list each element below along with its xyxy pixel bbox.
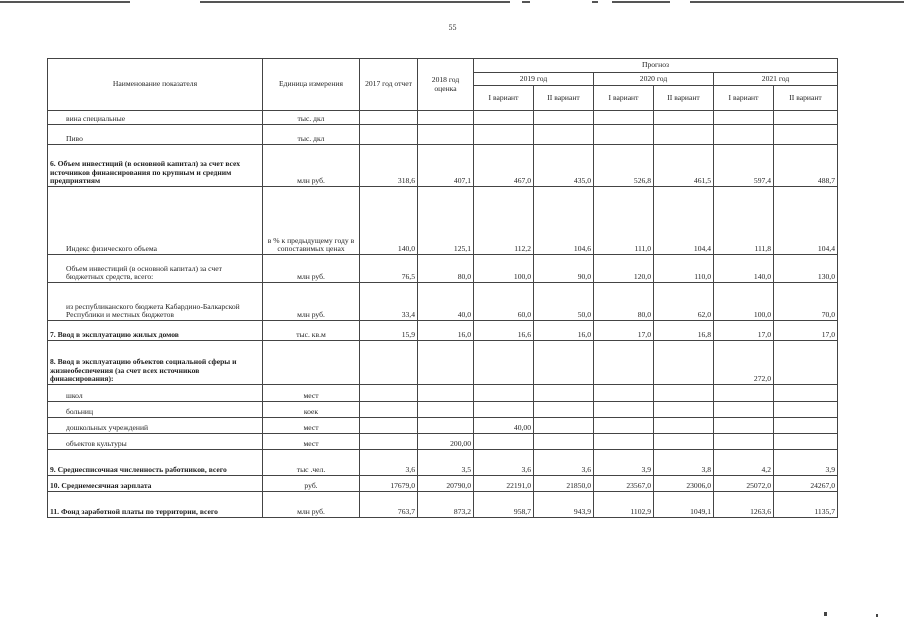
header-year-2021: 2021 год: [714, 73, 838, 86]
row-unit: млн руб.: [263, 283, 360, 321]
value-cell: [654, 418, 714, 434]
value-cell: 1135,7: [774, 492, 838, 518]
value-cell: 16,0: [534, 321, 594, 341]
value-cell: 50,0: [534, 283, 594, 321]
row-unit: руб.: [263, 476, 360, 492]
value-cell: [474, 341, 534, 385]
value-cell: [474, 385, 534, 402]
value-cell: [418, 341, 474, 385]
table-row: [48, 385, 838, 402]
table-row: [48, 434, 838, 450]
row-name: Пиво: [48, 125, 263, 145]
value-cell: 25072,0: [714, 476, 774, 492]
value-cell: 16,0: [418, 321, 474, 341]
value-cell: [534, 402, 594, 418]
value-cell: [534, 385, 594, 402]
row-name: 10. Среднемесячная зарплата: [48, 476, 263, 492]
value-cell: 120,0: [594, 255, 654, 283]
table-row: [48, 418, 838, 434]
value-cell: 112,2: [474, 187, 534, 255]
value-cell: [534, 418, 594, 434]
value-cell: 1049,1: [654, 492, 714, 518]
row-unit: тыс. кв.м: [263, 321, 360, 341]
row-name: дошкольных учреждений: [48, 418, 263, 434]
table-row: [48, 145, 838, 187]
value-cell: [654, 111, 714, 125]
value-cell: 20790,0: [418, 476, 474, 492]
value-cell: 16,6: [474, 321, 534, 341]
value-cell: 100,0: [714, 283, 774, 321]
header-forecast: Прогноз: [474, 59, 838, 73]
row-name: вина специальные: [48, 111, 263, 125]
header-variant: II вариант: [774, 86, 838, 111]
value-cell: [654, 434, 714, 450]
header-variant: I вариант: [594, 86, 654, 111]
table-row: [48, 255, 838, 283]
row-name: объектов культуры: [48, 434, 263, 450]
value-cell: 272,0: [714, 341, 774, 385]
value-cell: [360, 125, 418, 145]
value-cell: 318,6: [360, 145, 418, 187]
row-unit: в % к предыдущему году в сопоставимых ценах: [263, 187, 360, 255]
value-cell: 140,0: [714, 255, 774, 283]
value-cell: [714, 111, 774, 125]
value-cell: 24267,0: [774, 476, 838, 492]
value-cell: [360, 111, 418, 125]
value-cell: [714, 434, 774, 450]
value-cell: 3,9: [594, 450, 654, 476]
header-variant: I вариант: [474, 86, 534, 111]
value-cell: 23567,0: [594, 476, 654, 492]
value-cell: 16,8: [654, 321, 714, 341]
value-cell: 526,8: [594, 145, 654, 187]
value-cell: 22191,0: [474, 476, 534, 492]
value-cell: 17,0: [594, 321, 654, 341]
table-row: [48, 341, 838, 385]
value-cell: 33,4: [360, 283, 418, 321]
value-cell: 125,1: [418, 187, 474, 255]
row-name: больниц: [48, 402, 263, 418]
row-name: 9. Среднесписочная численность работников, всего: [48, 450, 263, 476]
value-cell: [774, 418, 838, 434]
value-cell: 111,8: [714, 187, 774, 255]
value-cell: 597,4: [714, 145, 774, 187]
value-cell: [774, 434, 838, 450]
row-unit: мест: [263, 418, 360, 434]
value-cell: [418, 125, 474, 145]
value-cell: [534, 434, 594, 450]
value-cell: [774, 111, 838, 125]
row-name: 6. Объем инвестиций (в основной капитал) за счет всех источников финансирования по крупным и средним предприятиям: [48, 145, 263, 187]
value-cell: [418, 402, 474, 418]
value-cell: 3,6: [360, 450, 418, 476]
row-name: Объем инвестиций (в основной капитал) за счет бюджетных средств, всего:: [48, 255, 263, 283]
value-cell: 1263,6: [714, 492, 774, 518]
value-cell: [654, 402, 714, 418]
value-cell: [534, 125, 594, 145]
value-cell: 3,6: [534, 450, 594, 476]
value-cell: [418, 418, 474, 434]
value-cell: 3,8: [654, 450, 714, 476]
value-cell: 70,0: [774, 283, 838, 321]
value-cell: 21850,0: [534, 476, 594, 492]
value-cell: [714, 402, 774, 418]
value-cell: [774, 341, 838, 385]
value-cell: 40,00: [474, 418, 534, 434]
value-cell: [534, 341, 594, 385]
row-name: школ: [48, 385, 263, 402]
value-cell: 200,00: [418, 434, 474, 450]
value-cell: [360, 385, 418, 402]
value-cell: 76,5: [360, 255, 418, 283]
value-cell: [774, 385, 838, 402]
value-cell: 435,0: [534, 145, 594, 187]
value-cell: [594, 418, 654, 434]
value-cell: [594, 111, 654, 125]
value-cell: 4,2: [714, 450, 774, 476]
value-cell: [594, 385, 654, 402]
value-cell: 488,7: [774, 145, 838, 187]
value-cell: [654, 341, 714, 385]
value-cell: 104,4: [654, 187, 714, 255]
value-cell: [534, 111, 594, 125]
header-year-2020: 2020 год: [594, 73, 714, 86]
value-cell: 3,9: [774, 450, 838, 476]
value-cell: [418, 111, 474, 125]
row-unit: млн руб.: [263, 255, 360, 283]
row-name: 8. Ввод в эксплуатацию объектов социальной сферы и жизнеобеспечения (за счет всех источников финансирования):: [48, 341, 263, 385]
row-unit: [263, 341, 360, 385]
header-name: Наименование показателя: [48, 59, 263, 111]
value-cell: 873,2: [418, 492, 474, 518]
value-cell: 60,0: [474, 283, 534, 321]
value-cell: [714, 125, 774, 145]
value-cell: 3,6: [474, 450, 534, 476]
row-name: из республиканского бюджета Кабардино-Балкарской Республики и местных бюджетов: [48, 283, 263, 321]
header-unit: Единица измерения: [263, 59, 360, 111]
value-cell: 130,0: [774, 255, 838, 283]
row-unit: тыс .чел.: [263, 450, 360, 476]
row-unit: млн руб.: [263, 492, 360, 518]
header-variant: II вариант: [654, 86, 714, 111]
row-unit: коек: [263, 402, 360, 418]
value-cell: [360, 434, 418, 450]
table-row: [48, 321, 838, 341]
value-cell: 763,7: [360, 492, 418, 518]
value-cell: 461,5: [654, 145, 714, 187]
value-cell: [474, 434, 534, 450]
value-cell: [594, 402, 654, 418]
value-cell: [360, 341, 418, 385]
page-number: 55: [448, 23, 457, 32]
value-cell: 1102,9: [594, 492, 654, 518]
table-body: [48, 111, 838, 518]
row-name: 7. Ввод в эксплуатацию жилых домов: [48, 321, 263, 341]
value-cell: 104,6: [534, 187, 594, 255]
table-row: [48, 125, 838, 145]
value-cell: 140,0: [360, 187, 418, 255]
value-cell: 15,9: [360, 321, 418, 341]
row-unit: тыс. дкл: [263, 125, 360, 145]
value-cell: 23006,0: [654, 476, 714, 492]
value-cell: 958,7: [474, 492, 534, 518]
value-cell: 17679,0: [360, 476, 418, 492]
row-name: 11. Фонд заработной платы по территории, всего: [48, 492, 263, 518]
value-cell: [594, 341, 654, 385]
row-unit: тыс. дкл: [263, 111, 360, 125]
header-variant: II вариант: [534, 86, 594, 111]
value-cell: [474, 125, 534, 145]
value-cell: 104,4: [774, 187, 838, 255]
value-cell: [360, 418, 418, 434]
table-row: [48, 476, 838, 492]
value-cell: [418, 385, 474, 402]
row-unit: млн руб.: [263, 145, 360, 187]
value-cell: [654, 385, 714, 402]
row-unit: мест: [263, 434, 360, 450]
header-2017: 2017 год отчет: [360, 59, 418, 111]
value-cell: [774, 125, 838, 145]
header-2018: 2018 год оценка: [418, 59, 474, 111]
table-row: [48, 187, 838, 255]
value-cell: [654, 125, 714, 145]
table-row: [48, 283, 838, 321]
value-cell: 80,0: [594, 283, 654, 321]
value-cell: 111,0: [594, 187, 654, 255]
value-cell: [360, 402, 418, 418]
value-cell: 40,0: [418, 283, 474, 321]
value-cell: [774, 402, 838, 418]
value-cell: 80,0: [418, 255, 474, 283]
row-name: Индекс физического объема: [48, 187, 263, 255]
header-year-2019: 2019 год: [474, 73, 594, 86]
value-cell: [474, 402, 534, 418]
value-cell: 90,0: [534, 255, 594, 283]
scan-edge-marks: [0, 0, 905, 6]
table-row: [48, 450, 838, 476]
forecast-table: [47, 58, 838, 518]
value-cell: [474, 111, 534, 125]
table-row: [48, 402, 838, 418]
value-cell: 100,0: [474, 255, 534, 283]
value-cell: [594, 434, 654, 450]
value-cell: 3,5: [418, 450, 474, 476]
header-variant: I вариант: [714, 86, 774, 111]
value-cell: [714, 418, 774, 434]
value-cell: 62,0: [654, 283, 714, 321]
row-unit: мест: [263, 385, 360, 402]
value-cell: 110,0: [654, 255, 714, 283]
table-row: [48, 492, 838, 518]
value-cell: [594, 125, 654, 145]
value-cell: 467,0: [474, 145, 534, 187]
value-cell: 407,1: [418, 145, 474, 187]
value-cell: 17,0: [714, 321, 774, 341]
value-cell: 17,0: [774, 321, 838, 341]
value-cell: [714, 385, 774, 402]
value-cell: 943,9: [534, 492, 594, 518]
table-row: [48, 111, 838, 125]
